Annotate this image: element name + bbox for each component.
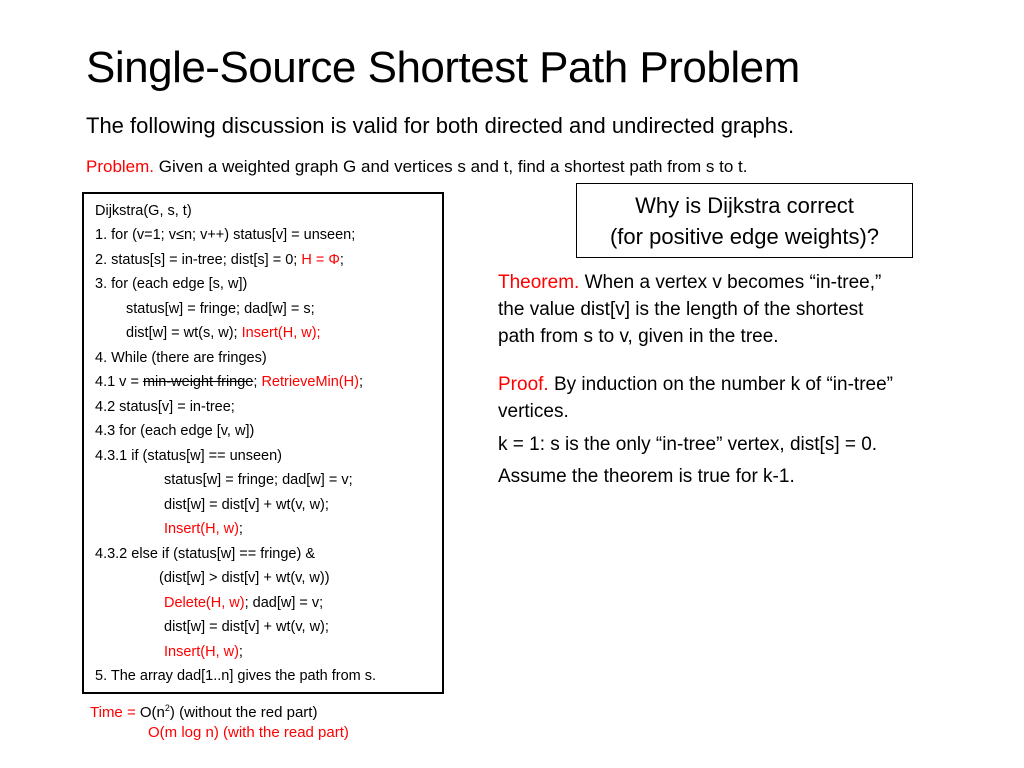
code-red-text: RetrieveMin(H) bbox=[261, 374, 359, 390]
code-line: 4.3.2 else if (status[w] == fringe) & bbox=[95, 546, 316, 562]
code-text: ; dad[w] = v; bbox=[244, 595, 324, 611]
time-base: O(n bbox=[139, 704, 165, 721]
code-text: ; bbox=[339, 252, 344, 268]
code-text: ; bbox=[238, 521, 243, 537]
proof-label: Proof. bbox=[498, 374, 549, 395]
code-line: dist[w] = dist[v] + wt(v, w); bbox=[164, 497, 329, 513]
code-red-text: H = Φ bbox=[301, 252, 340, 268]
code-text: dist[w] = wt(s, w); bbox=[126, 325, 242, 341]
code-line bbox=[95, 251, 344, 269]
code-line: 4. While (there are fringes) bbox=[95, 350, 267, 366]
code-line: 1. for (v=1; v≤n; v++) status[v] = unseen; bbox=[95, 227, 356, 243]
time-complexity bbox=[90, 703, 317, 723]
dijkstra-code-box bbox=[82, 192, 444, 694]
code-text: ; bbox=[238, 644, 243, 660]
why-line-1: Why is Dijkstra correct bbox=[635, 193, 854, 218]
theorem-line-1 bbox=[498, 269, 881, 296]
code-line bbox=[164, 520, 243, 538]
why-line-2: (for positive edge weights)? bbox=[609, 224, 880, 249]
code-line: Dijkstra(G, s, t) bbox=[95, 203, 192, 219]
code-red-text: Insert(H, w); bbox=[241, 325, 321, 341]
proof-line-4: Assume the theorem is true for k-1. bbox=[498, 466, 795, 487]
code-text: 2. status[s] = in-tree; dist[s] = 0; bbox=[95, 252, 302, 268]
time-exponent: 2 bbox=[164, 703, 170, 713]
theorem-line-2: the value dist[v] is the length of the shortest bbox=[498, 299, 864, 320]
proof-line-3: k = 1: s is the only “in-tree” vertex, dist[s] = 0. bbox=[498, 434, 878, 455]
time-label: Time = bbox=[90, 704, 140, 721]
code-line: 3. for (each edge [s, w]) bbox=[95, 276, 248, 292]
proof-line-2: vertices. bbox=[498, 401, 569, 422]
code-line bbox=[164, 643, 243, 661]
code-line: (dist[w] > dist[v] + wt(v, w)) bbox=[159, 570, 330, 586]
why-correct-box bbox=[576, 183, 913, 258]
code-text: 4.1 v = bbox=[95, 374, 143, 390]
proof-text: By induction on the number k of “in-tree” bbox=[548, 374, 893, 395]
problem-statement bbox=[86, 155, 747, 179]
theorem-line-3: path from s to v, given in the tree. bbox=[498, 326, 779, 347]
code-line: dist[w] = dist[v] + wt(v, w); bbox=[164, 619, 329, 635]
code-line bbox=[126, 324, 321, 342]
code-line: status[w] = fringe; dad[w] = s; bbox=[126, 301, 315, 317]
theorem-text: When a vertex v becomes “in-tree,” bbox=[579, 272, 882, 293]
code-red-text: Delete(H, w) bbox=[164, 595, 245, 611]
problem-label: Problem. bbox=[86, 157, 155, 176]
code-line: status[w] = fringe; dad[w] = v; bbox=[164, 472, 353, 488]
code-text: ; bbox=[253, 374, 262, 390]
code-red-text: Insert(H, w) bbox=[164, 521, 239, 537]
code-line: 4.3.1 if (status[w] == unseen) bbox=[95, 448, 282, 464]
code-text: ; bbox=[358, 374, 363, 390]
problem-text: Given a weighted graph G and vertices s and t, find a shortest path from s to t. bbox=[154, 157, 748, 176]
proof-line-1 bbox=[498, 371, 893, 398]
time-complexity-heap: O(m log n) (with the read part) bbox=[148, 724, 349, 741]
code-line: 4.2 status[v] = in-tree; bbox=[95, 399, 235, 415]
struck-text: min-weight fringe bbox=[142, 374, 254, 390]
slide-title: Single-Source Shortest Path Problem bbox=[86, 43, 800, 92]
slide-subtitle: The following discussion is valid for both directed and undirected graphs. bbox=[86, 113, 795, 138]
code-line: 5. The array dad[1..n] gives the path from s. bbox=[95, 668, 377, 684]
code-red-text: Insert(H, w) bbox=[164, 644, 239, 660]
theorem-label: Theorem. bbox=[498, 272, 580, 293]
time-rest: ) (without the red part) bbox=[169, 704, 318, 721]
code-line bbox=[95, 373, 363, 391]
code-line bbox=[164, 594, 323, 612]
code-line: 4.3 for (each edge [v, w]) bbox=[95, 423, 255, 439]
